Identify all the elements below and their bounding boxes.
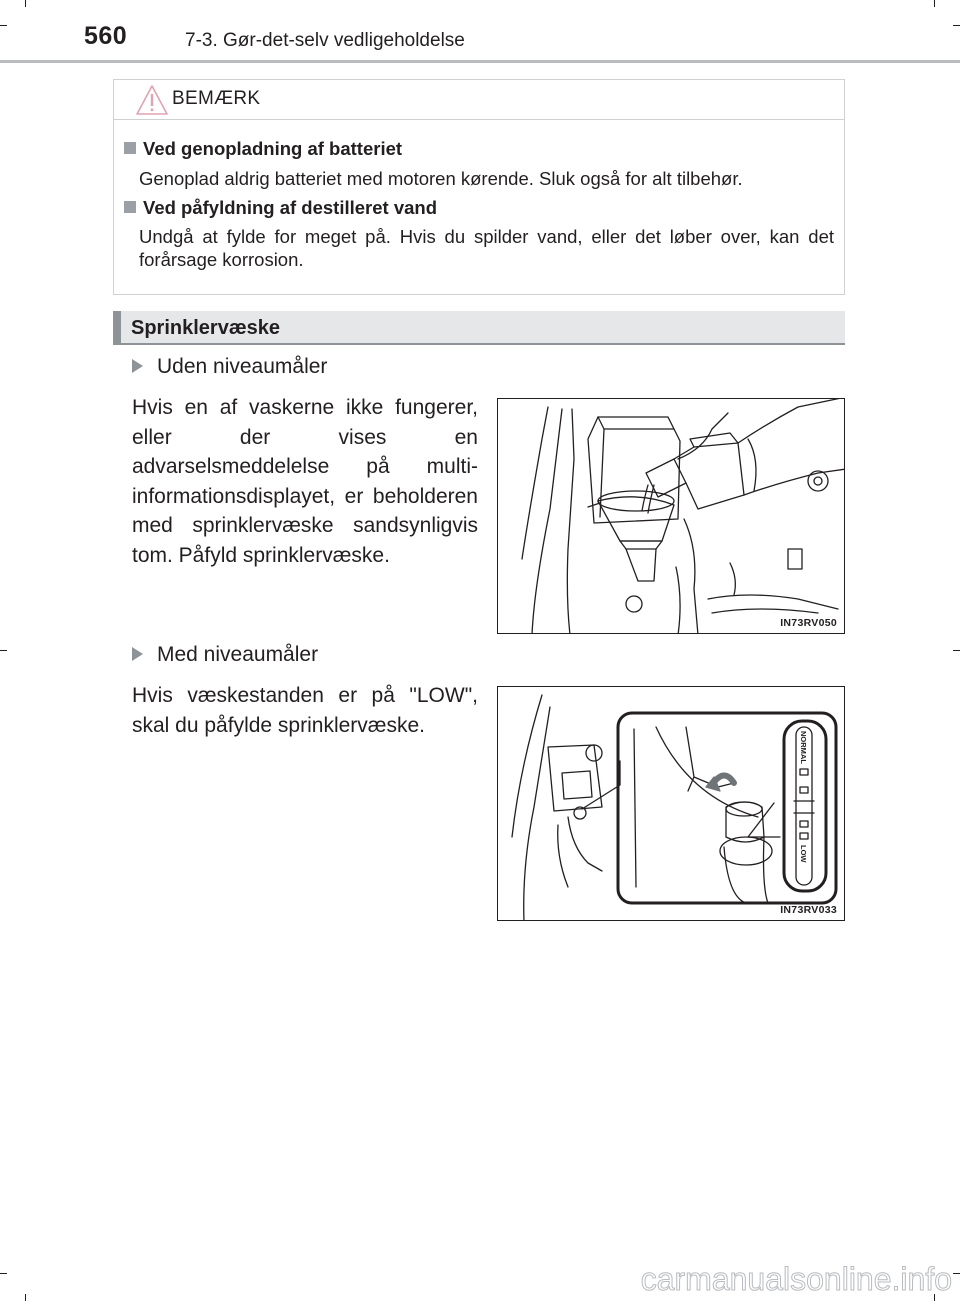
- square-bullet-icon: [124, 142, 136, 154]
- triangle-bullet-icon: [132, 359, 143, 373]
- notice-title: BEMÆRK: [172, 88, 261, 109]
- level-gauge-illustration: [498, 687, 845, 921]
- subsection-text: Hvis væskestanden er på "LOW", skal du påfylde sprinklervæske.: [132, 684, 478, 737]
- warning-triangle-icon: [135, 84, 169, 116]
- crop-mark: [25, 1294, 26, 1301]
- subsection-heading: Uden niveaumåler: [132, 355, 327, 379]
- triangle-bullet-icon: [132, 647, 143, 661]
- square-bullet-icon: [124, 201, 136, 213]
- svg-text:carmanualsonline.info: carmanualsonline.info: [640, 1261, 952, 1297]
- notice-item-heading: Ved påfyldning af destilleret vand: [124, 197, 437, 219]
- page-number: 560: [84, 22, 128, 50]
- section-heading-band: [113, 311, 845, 345]
- notice-header: [114, 80, 844, 120]
- figure-refill-funnel: [497, 398, 845, 634]
- crop-mark: [0, 1273, 7, 1274]
- notice-item-heading: Ved genopladning af batteriet: [124, 138, 402, 160]
- notice-item-text: Genoplad aldrig batteriet med motoren kørende. Sluk også for alt tilbehør.: [139, 168, 743, 189]
- figure-code: IN73RV033: [780, 904, 837, 916]
- notice-box: [113, 79, 845, 295]
- page-header: [0, 0, 960, 64]
- notice-item-text: Undgå at fylde for meget på. Hvis du spilder vand, eller det løber over, kan det forårsage korrosion.: [139, 226, 834, 270]
- section-title: Sprinklervæske: [131, 317, 280, 339]
- header-rule: [0, 60, 960, 63]
- section-marker: [113, 311, 121, 345]
- figure-code: IN73RV050: [780, 617, 837, 629]
- figure-level-gauge: [497, 686, 845, 921]
- chapter-title: 7-3. Gør-det-selv vedligeholdelse: [185, 30, 465, 51]
- crop-mark: [0, 650, 7, 651]
- subsection-text: Hvis en af vaskerne ikke fungerer, eller der vises en advarselsmeddelelse på multi-informationsdisplayet, er beholderen med sprinklervæske sandsynligvis tom. Påfyld sprinklervæske.: [132, 396, 478, 567]
- gauge-label-low: LOW: [799, 845, 808, 863]
- crop-mark: [953, 650, 960, 651]
- subsection-heading: Med niveaumåler: [132, 643, 318, 667]
- gauge-label-normal: NORMAL: [799, 731, 808, 764]
- watermark: [592, 1258, 960, 1298]
- funnel-refill-illustration: [498, 399, 845, 634]
